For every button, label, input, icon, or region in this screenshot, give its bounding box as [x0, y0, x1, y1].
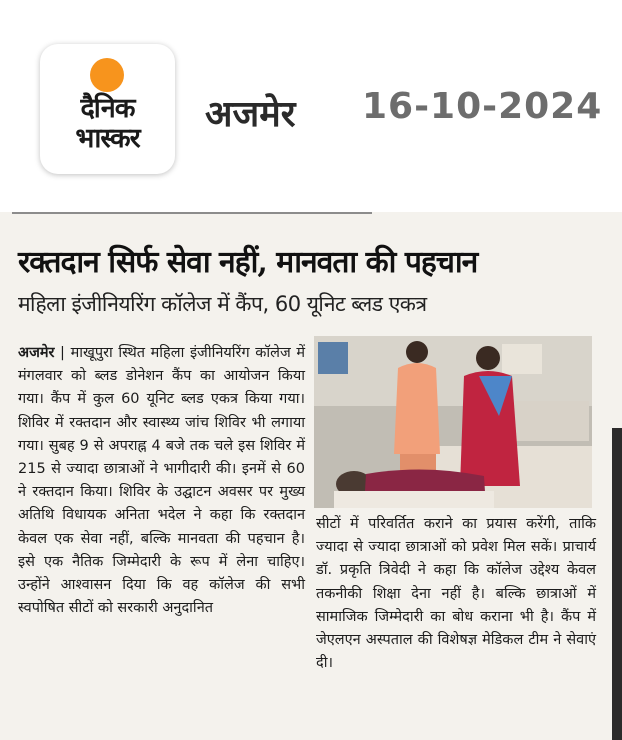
column-2-text: सीटों में परिवर्तित कराने का प्रयास करेंगी, ताकि ज्यादा से ज्यादा छात्राओं को प्रवेश मिल सकें। प्राचार्य डॉ. प्रकृति त्रिवेदी ने कहा कि कॉलेज उद्देश्य केवल तकनीकी शिक्षा देना नहीं है। बल्कि छात्राओं में सामाजिक जिम्मेदारी का बोध कराना भी है। कैंप में जेएलएन अस्पताल की विशेषज्ञ मेडिकल टीम ने सेवाएं दी। [316, 516, 596, 672]
dateline: अजमेर [18, 345, 55, 361]
sun-icon [90, 58, 124, 92]
blood-donation-scene [314, 336, 592, 508]
header [0, 0, 622, 200]
article-column-2 [316, 513, 596, 675]
edition-city: अजमेर [205, 94, 296, 135]
article-headline: रक्तदान सिर्फ सेवा नहीं, मानवता की पहचान [18, 245, 478, 280]
edition-date: 16-10-2024 [362, 86, 603, 127]
article-photo [314, 336, 592, 508]
logo-text-line1: दैनिक [80, 93, 135, 124]
column-1-text: माखूपुरा स्थित महिला इंजीनियरिंग कॉलेज में मंगलवार को ब्लड डोनेशन कैंप का आयोजन किया गया। कैंप में कुल 60 यूनिट ब्लड एकत्र किया गया। शिविर में रक्तदान और स्वास्थ्य जांच शिविर भी लगाया गया। सुबह 9 से अपराह्न 4 बजे तक चले इस शिविर में 215 से ज्यादा छात्राओं ने भागीदारी की। इनमें से 60 ने रक्तदान किया। शिविर के उद्घाटन अवसर पर मुख्य अतिथि विधायक अनिता भदेल ने कहा कि रक्तदान केवल एक सेवा नहीं, बल्कि मानवता की पहचान है। इसे एक नैतिक जिम्मेदारी के रूप में लेना चाहिए। उन्होंने आश्वासन दिया कि वह कॉलेज की सभी स्वपोषित सीटों को सरकारी अनुदानित [18, 345, 306, 617]
article-column-1: अजमेर | माखूपुरा स्थित महिला इंजीनियरिंग कॉलेज में मंगलवार को ब्लड डोनेशन कैंप का आयोजन किया गया। कैंप में कुल 60 यूनिट ब्लड एकत्र किया गया। शिविर में रक्तदान और स्वास्थ्य जांच शिविर भी लगाया गया। सुबह 9 से अपराह्न 4 बजे तक चले इस शिविर में 215 से ज्यादा छात्राओं ने भागीदारी की। इनमें से 60 ने रक्तदान किया। शिविर के उद्घाटन अवसर पर मुख्य अतिथि विधायक अनिता भदेल ने कहा कि रक्तदान केवल एक सेवा नहीं, बल्कि मानवता की पहचान है। इसे एक नैतिक जिम्मेदारी के रूप में लेना चाहिए। उन्होंने आश्वासन दिया कि वह कॉलेज की सभी स्वपोषित सीटों को सरकारी अनुदानित [18, 345, 306, 617]
top-rule [12, 212, 372, 214]
logo-text-line2: भास्कर [75, 123, 140, 154]
article-subhead: महिला इंजीनियरिंग कॉलेज में कैंप, 60 यूनिट ब्लड एकत्र [18, 292, 427, 316]
dainik-bhaskar-logo [40, 44, 175, 174]
adjacent-column-edge [612, 428, 622, 740]
